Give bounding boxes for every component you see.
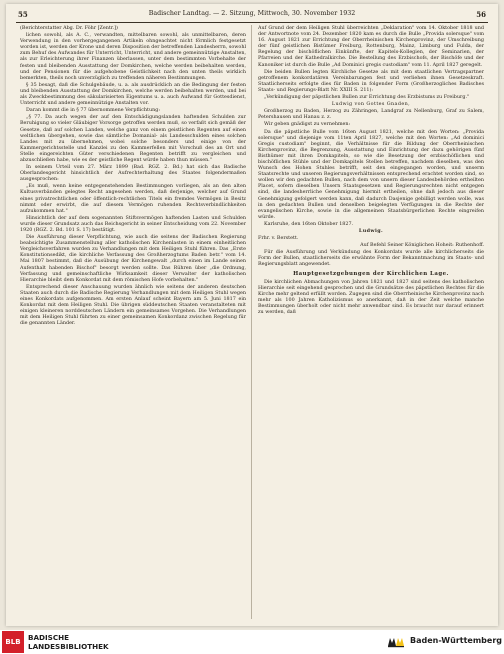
paragraph: „§ 77. Da auch wegen der auf den Entschädigungslanden haftenden Schulden zur Beruhigung so vieler Gläubiger Vorsorge getroffen werden muß, so verfaßt sich gemäß der Gesetze, daß auf solchen Landen, welche ganz von einem geistlichen Regenten auf einen weltlichen übergehen, sowie das sämtliche Domanial- als Landesschulden eines solchen Landes mit zu übernehmen, wobei solche besonders und einige von der Kammergerichtsstelle und Kanzlei zu den Kammerfellen mit Vorschuß des an Ort und Stelle eingereichten Güter verschiedenen Regenten betrifft zu vergleichen und abzuschließen habe, wie es der geistliche Regent würde haben thun müssen." bbox=[20, 114, 246, 163]
paragraph: Ludwig. bbox=[358, 228, 384, 234]
paragraph: Die kirchlichen Abmachungen von Jahren 1821 und 1827 sind seitens des katholischen Hierarchie seit eingehend gesprochen und die Grundsätze des päpstlichen Rechtes für die Kirche mehr geltend erfüllt worden. Zugegen sind die Oberrheinische Kirchenprovinz nach mehr als 100 Jahren Katholizismus so anerkannt, daß in der Zeit welche manche Bestimmungen überholt oder nicht mehr anwendbar sind. Es braucht nur darauf erinnert zu werden, daß bbox=[258, 278, 484, 316]
library-name-line1: BADISCHE bbox=[28, 633, 70, 642]
paragraph: „Verkündigung der päpstlichen Bullen zur Errichtung des Erzbistums zu Freiburg." bbox=[264, 94, 470, 101]
paragraph: Ludwig von Gottes Gnaden, bbox=[331, 101, 411, 108]
page-number-right: 56 bbox=[476, 10, 486, 19]
paragraph: Frhr. v. Berstett. bbox=[258, 235, 299, 242]
paragraph: Auf Befehl Seiner Königlichen Hoheit: Ruthenhoff. bbox=[360, 242, 484, 249]
paragraph: Da die päpstliche Bulle vom 16ten August 1821, welche mit den Worten: „Provida solersque" und diejenige vom 11ten April 1827, welche mit den Worten: „Ad dominici Gregis custodiam" beginnt, die Verhältnisse für die Bildung der Oberrheinischen Kirchenprovinz, die Begrenzung, Ausstattung und Einrichtung der dazu gehörigen fünf Bisthümer mit ihren Domkapiteln, so wie die Besetzung der erzbischöflichen und bischöflichen Stühle und der Domkapitels Stellen betreffen, nachdem dieselben, was den Wunsch des Hohen Stuhles betrifft, seit den eingegangen worden, und unserm Staatsrechte und unseren Regierungsverhältnissen entsprechend erachtet worden sind, so wollen wir den gedachten Bullen, nach dem von unsern dieser Landesbehörden ertheilten Placet, sofern dieselben Unsern Staatsgesetzen und Regierungsrechten nicht entgegen sind, die landesherrliche Genehmigung hiermit ertheilen, ohne daß jedoch aus dieser Genehmigung gefolgert werden kann, daß dadurch Dasjenige gebilligt werden wolle, was in den gedachten Bullen und denselben beigelegten Verfügungen in die Rechte der evangelischen Kirche, sowie in die allgemeinen Staatsbürgerlichen Rechte eingreifen würde. bbox=[258, 128, 484, 220]
section-heading: Hauptgesetzgebungen der Kirchlichen Lage. bbox=[293, 270, 449, 277]
paragraph: Hinsichtlich der auf dem sogenannten Stiftsvermögen haftenden Lasten und Schulden wurde dieser Grundsatz auch das Reichsgericht in seiner Entscheidung vom 22. November 1920 (RGZ. 2. Bd. 101 S. 17) bestätigt. bbox=[20, 214, 246, 233]
paragraph: In seinem Urteil vom 27. März 1899 (Bad. RGZ. 2. Bd.) hat sich das Badische Oberlandesgericht hinsichtlich der Aufrechterhaltung des Staates folgendermaßen ausgesprochen: bbox=[20, 164, 246, 183]
library-name[interactable] bbox=[28, 633, 109, 651]
right-column bbox=[258, 25, 484, 619]
paragraph: Die beiden Bullen legten Kirchliche Gesetze als mit dem staatlichen Vertragspartner getroffenem konkordatären Vereinbarungen fest und verliehen ihnen Gesetzeskraft. Staatlicherseits erfolgte dies für Baden in folgender Form (Großherzogliches Badisches Staats- und Regierungs-Blatt Nr. XXIII S. 211): bbox=[258, 68, 484, 93]
state-name[interactable]: Baden-Württemberg bbox=[410, 636, 503, 645]
paragraph: Auf Grund der dem Heiligen Stuhl überreichten „Deklaration" vom 14. Oktober 1818 und der Antwortnote vom 24. Dezember 1820 kam es durch die Bulle „Provida solersque" vom 16. August 1821 zur Errichtung der Oberrheinischen Kirchenprovinz, der Umschreibung der fünf geistlichen Bistümer Freiburg, Rottenburg, Mainz, Limburg und Fulda, der Regelung der bischöflichen Einkünfte, der Kapitels-Kollegien, der Seminarien, der Pfarreien und der Kathedralkirche. Die Bestellung des Erzbischofs, der Bischöfe und der Kanoniker ist durch die Bulle „Ad Dominici gregis custodiam" vom 11. April 1827 geregelt. bbox=[258, 25, 484, 68]
paragraph: Karlsruhe, den 16ten Oktober 1827. bbox=[264, 220, 354, 227]
paragraph: Wir geben gnädigst zu vernehmen: bbox=[264, 121, 351, 128]
viewer-footer bbox=[0, 630, 504, 654]
library-name-line2: LANDESBIBLIOTHEK bbox=[28, 642, 109, 651]
paragraph: Die Ausführung dieser Verpflichtung, wie auch die seitens der Badischen Regierung beabsichtigte Zusammenstellung aller katholischen Kirchenlasten in einem einheitlichen Vergleichsverfahren wurden zu Verhandlungen mit dem Heiligen Stuhl führen. Das „Erste Konstitutionsedikt, die kirchliche Verfassung des Großherzogtums Baden betr." vom 14. Mai 1807 bestimmt, daß die Ausübung der Kirchengewalt „durch einen im Lande seinen Aufenthalt habenden Bischof" besorgt werden sollte. Das Rühren über „die Ordnung, Verfassung und gemeinschaftliche Wirksamkeit dieser Verwalter der katholischen Hierarchie bleibt dem Konkordat mit dem römischen Hofe vorbehalten." bbox=[20, 234, 246, 283]
paragraph: § 35 besagt, daß die Schulgebäude, u. a. als ausdrücklich an die Bedingung der festen und bleibenden Ausstattung der Domkirchen, welche werden beibehalten werden, und bei als Zweckbestimmung des säkularisierten Eigentums u. a. auch Aufwand für Gottesdienst, Unterricht und andere gemeinnützige Anstalten vor. bbox=[20, 81, 246, 107]
paragraph: lichen sowohl, als A. C., verwandten, mittelbaren sowohl, als unmittelbaren, deren Verwendung in den vorhergegangenen Artikeln ohngeachtet nicht förmlich festgesetzt worden ist, werden der Krone und deren Disposition der betreffenden Landesherrn, sowohl zum Behuf des Aufwandes für Unterricht, Unterricht, und andere gemeinnützige Anstalten, als zur Erleichterung ihrer Finanzen überlassen, unter dem bestimmten Vorbehalte der festen und bleibenden Ausstattung der Domkirchen, welche werden beibehalten werden, und der Pensionen für die aufgehobene Geistlichkeit nach den unten theils wirklich bemerkten, theils noch unverzüglich zu treffenden näheren Bestimmungen. bbox=[20, 32, 246, 81]
left-column bbox=[20, 25, 246, 619]
paragraph: Daran kommt die in § 77 übernommene Verpflichtung: bbox=[26, 107, 160, 114]
column-divider bbox=[251, 25, 252, 619]
baden-wuerttemberg-lion-icon[interactable] bbox=[386, 635, 406, 649]
paragraph: (Berichterstatter Abg. Dr. Föhr [Zentr.]) bbox=[20, 25, 118, 31]
paragraph: Großherzog zu Baden, Herzog zu Zähringen, Landgraf zu Nellenburg, Graf zu Salem, Petershausen und Hanau z. z. bbox=[258, 108, 484, 121]
paragraph: Entsprechend dieser Anschauung wurden ähnlich wie seitens der anderen deutschen Staaten auch durch die Badische Regierung Verhandlungen mit dem Heiligen Stuhl wegen eines Konkordats aufgenommen. Am ersten Anlauf scheint Bayern am 5. Juni 1817 ein Konkordat mit dem Heiligen Stuhl. Die übrigen süddeutschen Staaten veranstalteten mit einigen kleineren norddeutschen Ländern ein gemeinsames Vorgehen. Die Verhandlungen mit dem Heiligen Stuhl führten zu einer gemeinsamen Konkordanz zwischen Regelung für die genannten Länder. bbox=[20, 283, 246, 327]
document-page bbox=[6, 4, 498, 626]
running-title: Badischer Landtag. — 2. Sitzung, Mittwoch, 30. November 1932 bbox=[148, 10, 356, 17]
paragraph: Für die Ausführung und Verkündung des Konkordats wurde alle kirchlicherseits die Form der Bullen, staatlicherseits die erwähnte Form der Bekanntmachung im Staats- und Regierungsblatt angewendet. bbox=[258, 249, 484, 268]
page-number-left: 55 bbox=[18, 10, 28, 19]
paragraph: „Es muß, wenn keine entgegenstehenden Bestimmungen vorliegen, als an den alten Kultusverbänden gelegtes Recht angesehen werden, daß derjenige, welcher auf Grund eines privatrechtlichen oder öffentlich-rechtlichen Titels ein fremdes Vermögen in Besitz nimmt oder erwirbt, die auf diesem Vermögen ruhenden Rechtsverbindlichkeiten aufzukommen hat." bbox=[20, 183, 246, 214]
page-header bbox=[16, 8, 488, 23]
blb-logo[interactable]: BLB bbox=[2, 631, 24, 653]
